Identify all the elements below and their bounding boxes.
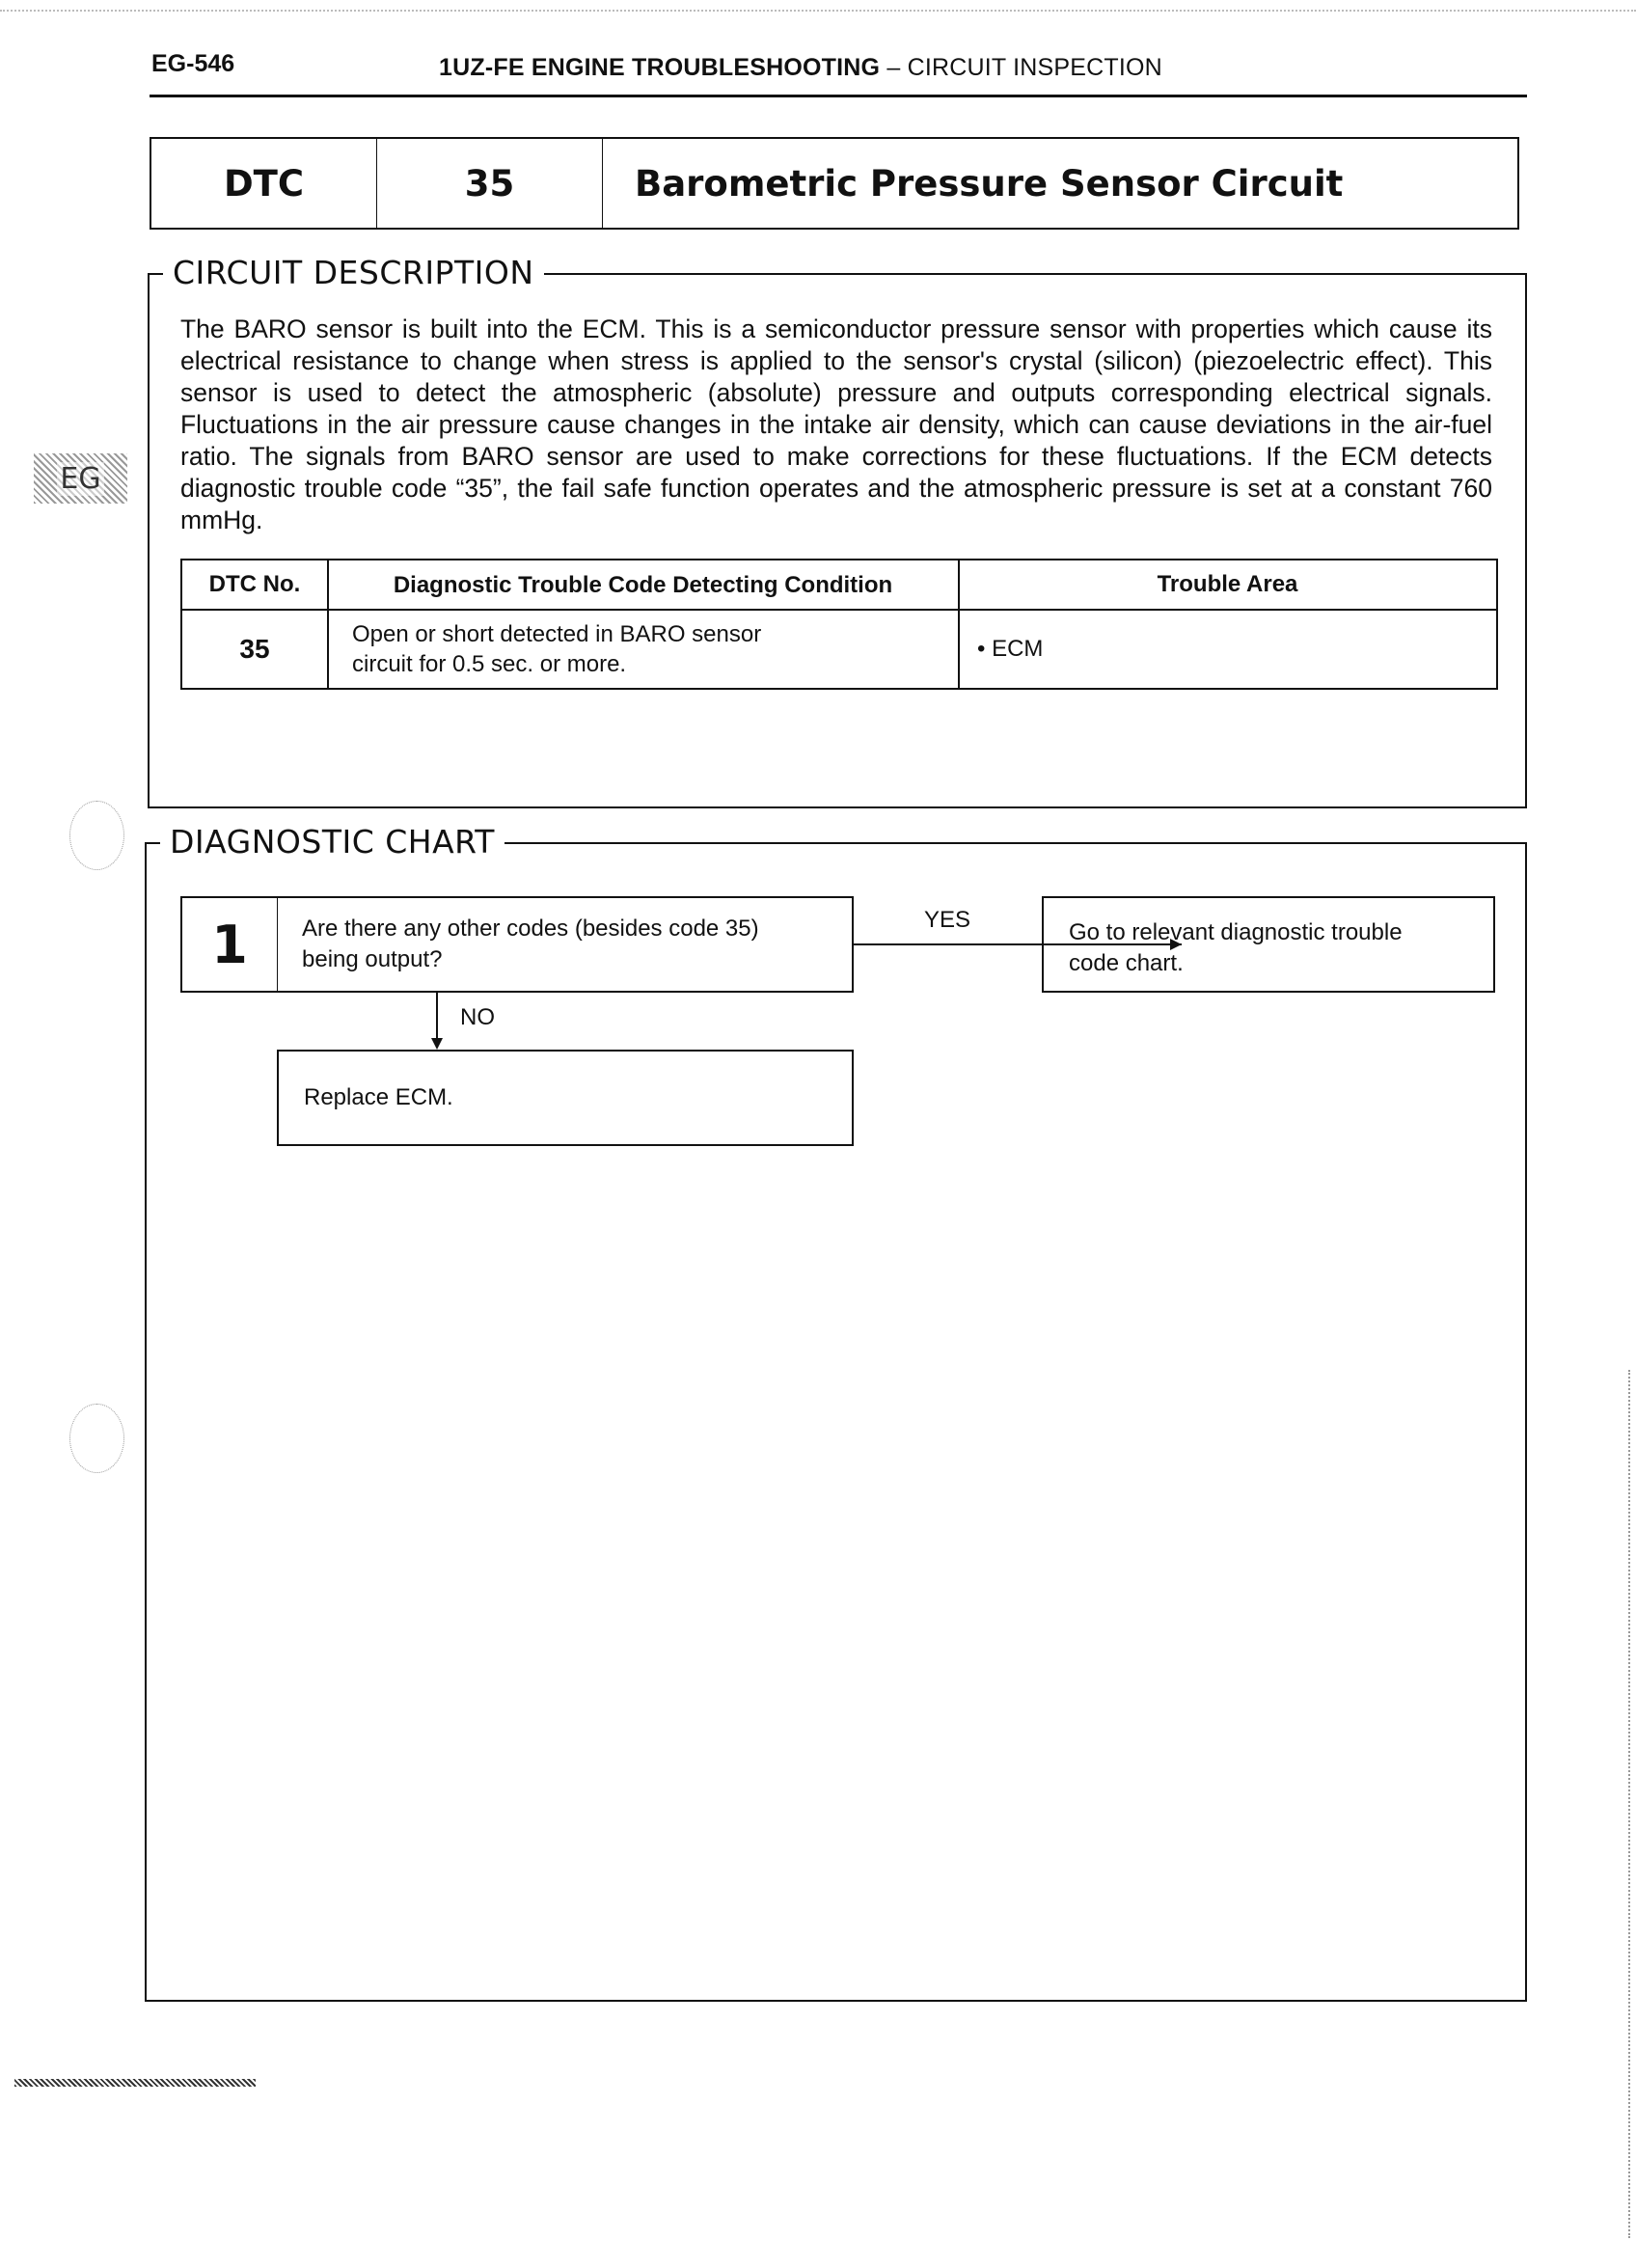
arrow-down-icon: [431, 1038, 443, 1050]
dtc-condition-table: [180, 559, 1498, 690]
no-label: NO: [460, 1004, 495, 1030]
dtc-number-cell: 35: [181, 610, 328, 689]
condition-cell: Open or short detected in BARO sensor circuit for 0.5 sec. or more.: [328, 610, 959, 689]
scan-edge-dots: [0, 10, 1636, 12]
scan-edge-dots: [1628, 1370, 1630, 2238]
no-connector: [436, 993, 438, 1043]
dtc-label: DTC: [151, 139, 377, 228]
column-header: Diagnostic Trouble Code Detecting Condition: [328, 560, 959, 610]
running-head-bold: 1UZ-FE ENGINE TROUBLESHOOTING: [439, 54, 881, 81]
section-tab-eg: EG: [34, 453, 127, 504]
column-header: DTC No.: [181, 560, 328, 610]
trouble-area-cell: • ECM: [959, 610, 1497, 689]
column-header: Trouble Area: [959, 560, 1497, 610]
running-head-separator: –: [880, 54, 908, 81]
running-head: [439, 54, 1162, 82]
binder-hole-icon: [69, 1404, 124, 1473]
page-number: EG-546: [151, 50, 235, 77]
no-action-box: Replace ECM.: [277, 1050, 854, 1146]
table-header-row: [181, 560, 1497, 610]
step-number: 1: [182, 898, 278, 991]
yes-action-box: Go to relevant diagnostic trouble code chart.: [1042, 896, 1495, 993]
dtc-title: Barometric Pressure Sensor Circuit: [635, 162, 1344, 205]
circuit-description-section: [148, 254, 1527, 808]
running-head-section: CIRCUIT INSPECTION: [907, 54, 1162, 81]
yes-label: YES: [924, 907, 971, 933]
dtc-title-box: [150, 137, 1519, 230]
table-row: [181, 610, 1497, 689]
diagnostic-chart-heading: DIAGNOSTIC CHART: [160, 823, 504, 861]
circuit-description-heading: CIRCUIT DESCRIPTION: [163, 254, 544, 291]
diagnostic-chart-section: [145, 823, 1527, 2002]
scan-artifact: [14, 2079, 256, 2087]
binder-hole-icon: [69, 801, 124, 870]
circuit-description-body: The BARO sensor is built into the ECM. This is a semiconductor pressure sensor with properties which cause its electrical resistance to change when stress is applied to the sensor's crystal (silicon) (piezoelectric effect). This sensor is used to detect the atmospheric (absolute) pressure and outputs corresponding electrical signals. Fluctuations in the air pressure cause changes in the intake air density, which can cause deviations in the air-fuel ratio. The signals from BARO sensor are used to make corrections for these fluctuations. If the ECM detects diagnostic trouble code “35”, the fail safe function operates and the atmospheric pressure is set at a constant 760 mmHg.: [180, 314, 1492, 534]
header-rule: [150, 95, 1527, 97]
step-1-box: [180, 896, 854, 993]
dtc-code: 35: [377, 139, 603, 228]
step-question: Are there any other codes (besides code 35) being output?: [302, 915, 759, 972]
